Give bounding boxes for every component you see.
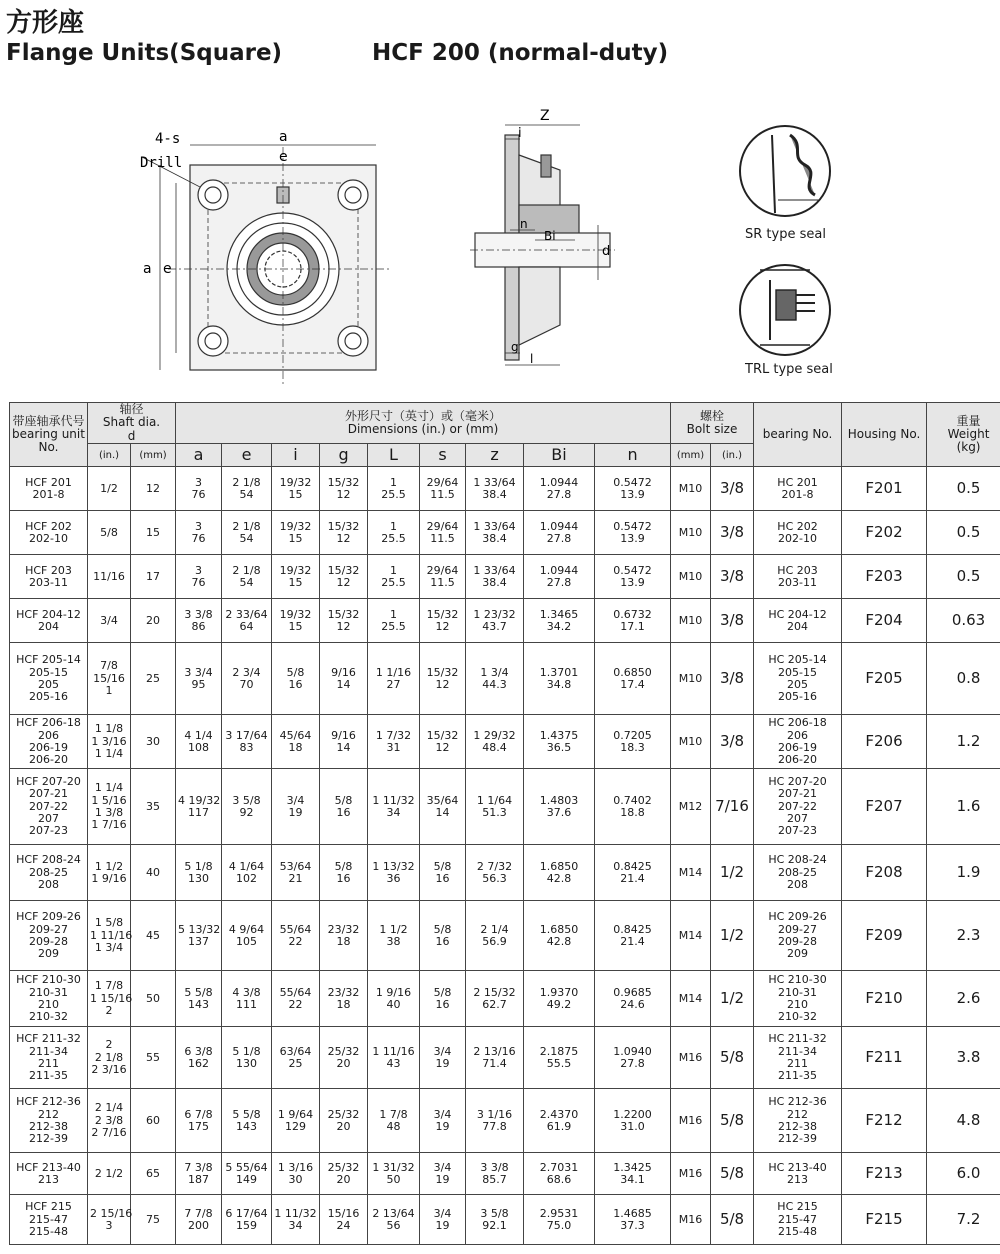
dim-a-cell: 5 1/8 130 [176, 845, 222, 901]
dim-l-cell: 1 7/32 31 [368, 715, 420, 769]
dim-s-cell: 5/8 16 [420, 845, 466, 901]
header-dim-l: L [368, 444, 420, 467]
dim-z-cell: 1 1/64 51.3 [466, 769, 524, 845]
dim-bi-cell: 1.0944 27.8 [524, 555, 595, 599]
shaft-in-cell: 7/8 15/16 1 [88, 643, 131, 715]
dim-n-cell: 0.6850 17.4 [595, 643, 671, 715]
dim-s-cell: 15/32 12 [420, 715, 466, 769]
shaft-mm-cell: 75 [131, 1195, 176, 1245]
dim-bi-cell: 1.9370 49.2 [524, 971, 595, 1027]
bolt-mm-cell: M16 [671, 1195, 711, 1245]
dim-a-cell: 3 3/8 86 [176, 599, 222, 643]
bearing-no-cell: HC 206-18 206 206-19 206-20 [754, 715, 842, 769]
dim-e-cell: 2 1/8 54 [222, 511, 272, 555]
header-unit-no: 带座轴承代号 bearing unit No. [10, 403, 88, 467]
weight-cell: 7.2 [927, 1195, 1000, 1245]
bolt-mm-cell: M10 [671, 599, 711, 643]
dim-g-cell: 9/16 14 [320, 643, 368, 715]
header-dim-e: e [222, 444, 272, 467]
dim-a-cell: 4 1/4 108 [176, 715, 222, 769]
header-dim-a: a [176, 444, 222, 467]
label-i: i [518, 126, 522, 141]
shaft-in-cell: 1 1/2 1 9/16 [88, 845, 131, 901]
table-row [10, 971, 1000, 1027]
dim-s-cell: 3/4 19 [420, 1089, 466, 1153]
dim-e-cell: 4 1/64 102 [222, 845, 272, 901]
dim-n-cell: 0.7205 18.3 [595, 715, 671, 769]
dim-z-cell: 2 13/16 71.4 [466, 1027, 524, 1089]
dim-z-cell: 1 33/64 38.4 [466, 555, 524, 599]
table-row [10, 1153, 1000, 1195]
header-bearing-no: bearing No. [754, 403, 842, 467]
unit-no-cell: HCF 208-24 208-25 208 [10, 845, 88, 901]
side-view-drawing [470, 125, 615, 365]
bolt-in-cell: 3/8 [711, 599, 754, 643]
shaft-mm-cell: 12 [131, 467, 176, 511]
dim-bi-cell: 1.6850 42.8 [524, 901, 595, 971]
dim-s-cell: 3/4 19 [420, 1153, 466, 1195]
bolt-mm-cell: M10 [671, 643, 711, 715]
bearing-no-cell: HC 208-24 208-25 208 [754, 845, 842, 901]
unit-no-cell: HCF 211-32 211-34 211 211-35 [10, 1027, 88, 1089]
bearing-no-cell: HC 202 202-10 [754, 511, 842, 555]
dim-z-cell: 1 33/64 38.4 [466, 467, 524, 511]
shaft-in-cell: 5/8 [88, 511, 131, 555]
label-bi: Bi [544, 229, 556, 243]
bolt-in-cell: 5/8 [711, 1027, 754, 1089]
housing-no-cell: F202 [842, 511, 927, 555]
unit-no-cell: HCF 212-36 212 212-38 212-39 [10, 1089, 88, 1153]
dim-i-cell: 5/8 16 [272, 643, 320, 715]
header-weight: 重量 Weight (kg) [927, 403, 1000, 467]
shaft-mm-cell: 40 [131, 845, 176, 901]
bearing-no-cell: HC 205-14 205-15 205 205-16 [754, 643, 842, 715]
dim-n-cell: 0.8425 21.4 [595, 845, 671, 901]
dim-s-cell: 15/32 12 [420, 599, 466, 643]
unit-no-cell: HCF 204-12 204 [10, 599, 88, 643]
bolt-in-cell: 5/8 [711, 1195, 754, 1245]
bearing-no-cell: HC 211-32 211-34 211 211-35 [754, 1027, 842, 1089]
dim-z-cell: 3 5/8 92.1 [466, 1195, 524, 1245]
shaft-mm-cell: 45 [131, 901, 176, 971]
dim-e-cell: 5 55/64 149 [222, 1153, 272, 1195]
bolt-in-cell: 3/8 [711, 555, 754, 599]
dim-g-cell: 25/32 20 [320, 1027, 368, 1089]
dim-e-cell: 2 1/8 54 [222, 467, 272, 511]
table-row [10, 901, 1000, 971]
label-a-side: a [143, 261, 152, 277]
weight-cell: 6.0 [927, 1153, 1000, 1195]
table-row [10, 599, 1000, 643]
dim-e-cell: 4 3/8 111 [222, 971, 272, 1027]
bearing-no-cell: HC 212-36 212 212-38 212-39 [754, 1089, 842, 1153]
dim-s-cell: 35/64 14 [420, 769, 466, 845]
unit-no-cell: HCF 207-20 207-21 207-22 207 207-23 [10, 769, 88, 845]
unit-no-cell: HCF 201 201-8 [10, 467, 88, 511]
housing-no-cell: F212 [842, 1089, 927, 1153]
dim-i-cell: 1 11/32 34 [272, 1195, 320, 1245]
dim-i-cell: 55/64 22 [272, 901, 320, 971]
dim-n-cell: 1.2200 31.0 [595, 1089, 671, 1153]
label-holes: 4-s [155, 131, 181, 147]
header-bolt: 螺栓 Bolt size [671, 403, 754, 444]
dim-e-cell: 2 3/4 70 [222, 643, 272, 715]
table-row [10, 511, 1000, 555]
weight-cell: 2.6 [927, 971, 1000, 1027]
dim-a-cell: 7 7/8 200 [176, 1195, 222, 1245]
dim-a-cell: 3 76 [176, 511, 222, 555]
dim-e-cell: 5 1/8 130 [222, 1027, 272, 1089]
sr-seal-drawing [740, 126, 830, 216]
dim-l-cell: 1 25.5 [368, 467, 420, 511]
housing-no-cell: F215 [842, 1195, 927, 1245]
label-drill: Drill [140, 155, 183, 171]
bolt-in-cell: 7/16 [711, 769, 754, 845]
dim-bi-cell: 1.0944 27.8 [524, 511, 595, 555]
header-shaft-mm: (mm) [131, 444, 176, 467]
dim-g-cell: 15/32 12 [320, 599, 368, 643]
dim-l-cell: 2 13/64 56 [368, 1195, 420, 1245]
housing-no-cell: F209 [842, 901, 927, 971]
dim-bi-cell: 1.0944 27.8 [524, 467, 595, 511]
dim-a-cell: 3 3/4 95 [176, 643, 222, 715]
dim-l-cell: 1 31/32 50 [368, 1153, 420, 1195]
unit-no-cell: HCF 215 215-47 215-48 [10, 1195, 88, 1245]
dim-g-cell: 23/32 18 [320, 901, 368, 971]
label-l: l [530, 352, 534, 366]
dim-a-cell: 3 76 [176, 467, 222, 511]
dim-l-cell: 1 25.5 [368, 511, 420, 555]
dim-bi-cell: 2.9531 75.0 [524, 1195, 595, 1245]
dim-e-cell: 6 17/64 159 [222, 1195, 272, 1245]
dim-n-cell: 0.7402 18.8 [595, 769, 671, 845]
weight-cell: 0.8 [927, 643, 1000, 715]
dim-a-cell: 5 13/32 137 [176, 901, 222, 971]
dim-z-cell: 2 1/4 56.9 [466, 901, 524, 971]
dim-l-cell: 1 25.5 [368, 599, 420, 643]
dim-n-cell: 0.5472 13.9 [595, 511, 671, 555]
dim-a-cell: 7 3/8 187 [176, 1153, 222, 1195]
bolt-in-cell: 5/8 [711, 1153, 754, 1195]
table-row [10, 845, 1000, 901]
page-title-cn: 方形座 [6, 8, 85, 38]
unit-no-cell: HCF 206-18 206 206-19 206-20 [10, 715, 88, 769]
dim-s-cell: 29/64 11.5 [420, 555, 466, 599]
weight-cell: 2.3 [927, 901, 1000, 971]
label-g: g [511, 340, 519, 354]
dim-e-cell: 3 5/8 92 [222, 769, 272, 845]
bolt-in-cell: 1/2 [711, 971, 754, 1027]
dim-e-cell: 3 17/64 83 [222, 715, 272, 769]
dim-e-cell: 4 9/64 105 [222, 901, 272, 971]
dim-n-cell: 0.5472 13.9 [595, 555, 671, 599]
dim-i-cell: 19/32 15 [272, 511, 320, 555]
housing-no-cell: F211 [842, 1027, 927, 1089]
dim-bi-cell: 1.3465 34.2 [524, 599, 595, 643]
table-row [10, 643, 1000, 715]
dim-n-cell: 0.6732 17.1 [595, 599, 671, 643]
header-dimensions: 外形尺寸（英寸）或（毫米） Dimensions (in.) or (mm) [176, 403, 671, 444]
dim-l-cell: 1 11/16 43 [368, 1027, 420, 1089]
shaft-in-cell: 2 1/2 [88, 1153, 131, 1195]
header-shaft: 轴径 Shaft dia. d [88, 403, 176, 444]
shaft-mm-cell: 65 [131, 1153, 176, 1195]
housing-no-cell: F206 [842, 715, 927, 769]
dim-g-cell: 15/16 24 [320, 1195, 368, 1245]
shaft-in-cell: 1 1/4 1 5/16 1 3/8 1 7/16 [88, 769, 131, 845]
weight-cell: 1.6 [927, 769, 1000, 845]
shaft-in-cell: 1 7/8 1 15/16 2 [88, 971, 131, 1027]
dim-z-cell: 2 15/32 62.7 [466, 971, 524, 1027]
weight-cell: 0.5 [927, 511, 1000, 555]
shaft-mm-cell: 15 [131, 511, 176, 555]
weight-cell: 1.9 [927, 845, 1000, 901]
bolt-mm-cell: M16 [671, 1153, 711, 1195]
housing-no-cell: F208 [842, 845, 927, 901]
bolt-mm-cell: M16 [671, 1089, 711, 1153]
dim-l-cell: 1 25.5 [368, 555, 420, 599]
header-shaft-in: (in.) [88, 444, 131, 467]
weight-cell: 0.5 [927, 555, 1000, 599]
shaft-in-cell: 2 15/16 3 [88, 1195, 131, 1245]
dim-bi-cell: 1.4803 37.6 [524, 769, 595, 845]
dim-l-cell: 1 9/16 40 [368, 971, 420, 1027]
bolt-mm-cell: M14 [671, 845, 711, 901]
bolt-mm-cell: M12 [671, 769, 711, 845]
bolt-in-cell: 3/8 [711, 511, 754, 555]
weight-cell: 0.63 [927, 599, 1000, 643]
dim-z-cell: 1 23/32 43.7 [466, 599, 524, 643]
dim-i-cell: 45/64 18 [272, 715, 320, 769]
shaft-in-cell: 2 2 1/8 2 3/16 [88, 1027, 131, 1089]
bearing-no-cell: HC 203 203-11 [754, 555, 842, 599]
shaft-in-cell: 3/4 [88, 599, 131, 643]
dim-i-cell: 1 9/64 129 [272, 1089, 320, 1153]
unit-no-cell: HCF 205-14 205-15 205 205-16 [10, 643, 88, 715]
table-row [10, 715, 1000, 769]
dim-s-cell: 15/32 12 [420, 643, 466, 715]
bolt-mm-cell: M14 [671, 901, 711, 971]
technical-drawings [0, 95, 1000, 395]
dim-z-cell: 2 7/32 56.3 [466, 845, 524, 901]
dim-l-cell: 1 1/2 38 [368, 901, 420, 971]
dim-z-cell: 1 33/64 38.4 [466, 511, 524, 555]
housing-no-cell: F205 [842, 643, 927, 715]
dim-e-cell: 2 1/8 54 [222, 555, 272, 599]
dim-l-cell: 1 7/8 48 [368, 1089, 420, 1153]
header-dim-g: g [320, 444, 368, 467]
shaft-mm-cell: 30 [131, 715, 176, 769]
bolt-in-cell: 3/8 [711, 643, 754, 715]
dim-s-cell: 3/4 19 [420, 1027, 466, 1089]
bolt-mm-cell: M10 [671, 467, 711, 511]
dim-i-cell: 1 3/16 30 [272, 1153, 320, 1195]
bolt-in-cell: 1/2 [711, 845, 754, 901]
dim-n-cell: 1.0940 27.8 [595, 1027, 671, 1089]
dim-a-cell: 5 5/8 143 [176, 971, 222, 1027]
dim-i-cell: 3/4 19 [272, 769, 320, 845]
dim-bi-cell: 2.4370 61.9 [524, 1089, 595, 1153]
shaft-mm-cell: 60 [131, 1089, 176, 1153]
dim-a-cell: 4 19/32 117 [176, 769, 222, 845]
dim-g-cell: 25/32 20 [320, 1153, 368, 1195]
unit-no-cell: HCF 202 202-10 [10, 511, 88, 555]
header-dim-z: z [466, 444, 524, 467]
housing-no-cell: F210 [842, 971, 927, 1027]
dim-z-cell: 3 1/16 77.8 [466, 1089, 524, 1153]
shaft-in-cell: 1 1/8 1 3/16 1 1/4 [88, 715, 131, 769]
dim-a-cell: 3 76 [176, 555, 222, 599]
label-e-side: e [163, 261, 172, 277]
dim-g-cell: 15/32 12 [320, 467, 368, 511]
housing-no-cell: F204 [842, 599, 927, 643]
label-a-top: a [279, 129, 288, 145]
shaft-in-cell: 1/2 [88, 467, 131, 511]
dim-i-cell: 53/64 21 [272, 845, 320, 901]
dim-l-cell: 1 1/16 27 [368, 643, 420, 715]
bolt-mm-cell: M10 [671, 511, 711, 555]
dim-z-cell: 3 3/8 85.7 [466, 1153, 524, 1195]
weight-cell: 0.5 [927, 467, 1000, 511]
dim-z-cell: 1 29/32 48.4 [466, 715, 524, 769]
bearing-no-cell: HC 213-40 213 [754, 1153, 842, 1195]
dim-l-cell: 1 11/32 34 [368, 769, 420, 845]
dim-bi-cell: 1.4375 36.5 [524, 715, 595, 769]
bearing-no-cell: HC 201 201-8 [754, 467, 842, 511]
bearing-no-cell: HC 204-12 204 [754, 599, 842, 643]
shaft-mm-cell: 50 [131, 971, 176, 1027]
shaft-in-cell: 1 5/8 1 11/16 1 3/4 [88, 901, 131, 971]
dim-i-cell: 55/64 22 [272, 971, 320, 1027]
dim-n-cell: 1.3425 34.1 [595, 1153, 671, 1195]
label-d: d [602, 244, 611, 259]
dim-g-cell: 5/8 16 [320, 845, 368, 901]
weight-cell: 1.2 [927, 715, 1000, 769]
unit-no-cell: HCF 209-26 209-27 209-28 209 [10, 901, 88, 971]
weight-cell: 3.8 [927, 1027, 1000, 1089]
dim-s-cell: 3/4 19 [420, 1195, 466, 1245]
housing-no-cell: F213 [842, 1153, 927, 1195]
table-row [10, 1089, 1000, 1153]
dim-s-cell: 29/64 11.5 [420, 511, 466, 555]
shaft-mm-cell: 25 [131, 643, 176, 715]
shaft-mm-cell: 55 [131, 1027, 176, 1089]
header-dim-i: i [272, 444, 320, 467]
dim-n-cell: 0.8425 21.4 [595, 901, 671, 971]
bolt-in-cell: 3/8 [711, 715, 754, 769]
dim-n-cell: 1.4685 37.3 [595, 1195, 671, 1245]
dim-bi-cell: 1.6850 42.8 [524, 845, 595, 901]
bearing-no-cell: HC 207-20 207-21 207-22 207 207-23 [754, 769, 842, 845]
trl-seal-drawing [740, 265, 830, 355]
table-row [10, 555, 1000, 599]
spec-table-body [10, 467, 1000, 1245]
bearing-no-cell: HC 210-30 210-31 210 210-32 [754, 971, 842, 1027]
shaft-mm-cell: 17 [131, 555, 176, 599]
header-bolt-in: (in.) [711, 444, 754, 467]
dim-e-cell: 2 33/64 64 [222, 599, 272, 643]
label-e-top: e [279, 149, 288, 165]
dim-i-cell: 19/32 15 [272, 599, 320, 643]
housing-no-cell: F207 [842, 769, 927, 845]
bolt-in-cell: 3/8 [711, 467, 754, 511]
dim-bi-cell: 2.1875 55.5 [524, 1027, 595, 1089]
dim-g-cell: 9/16 14 [320, 715, 368, 769]
header-dim-s: s [420, 444, 466, 467]
dim-a-cell: 6 7/8 175 [176, 1089, 222, 1153]
shaft-mm-cell: 35 [131, 769, 176, 845]
housing-no-cell: F201 [842, 467, 927, 511]
dim-l-cell: 1 13/32 36 [368, 845, 420, 901]
dim-n-cell: 0.9685 24.6 [595, 971, 671, 1027]
bolt-mm-cell: M10 [671, 555, 711, 599]
shaft-mm-cell: 20 [131, 599, 176, 643]
shaft-in-cell: 2 1/4 2 3/8 2 7/16 [88, 1089, 131, 1153]
trl-seal-label: TRL type seal [745, 362, 833, 377]
table-row [10, 769, 1000, 845]
bolt-in-cell: 1/2 [711, 901, 754, 971]
weight-cell: 4.8 [927, 1089, 1000, 1153]
sr-seal-label: SR type seal [745, 227, 826, 242]
dim-g-cell: 15/32 12 [320, 511, 368, 555]
dim-bi-cell: 2.7031 68.6 [524, 1153, 595, 1195]
header-dim-bi: Bi [524, 444, 595, 467]
dim-bi-cell: 1.3701 34.8 [524, 643, 595, 715]
dim-g-cell: 23/32 18 [320, 971, 368, 1027]
dim-s-cell: 29/64 11.5 [420, 467, 466, 511]
dim-n-cell: 0.5472 13.9 [595, 467, 671, 511]
header-housing-no: Housing No. [842, 403, 927, 467]
dim-i-cell: 63/64 25 [272, 1027, 320, 1089]
unit-no-cell: HCF 203 203-11 [10, 555, 88, 599]
table-row [10, 467, 1000, 511]
dim-z-cell: 1 3/4 44.3 [466, 643, 524, 715]
dim-e-cell: 5 5/8 143 [222, 1089, 272, 1153]
unit-no-cell: HCF 213-40 213 [10, 1153, 88, 1195]
bolt-in-cell: 5/8 [711, 1089, 754, 1153]
model-title: HCF 200 (normal-duty) [372, 40, 669, 66]
dim-g-cell: 5/8 16 [320, 769, 368, 845]
dim-g-cell: 25/32 20 [320, 1089, 368, 1153]
dim-s-cell: 5/8 16 [420, 901, 466, 971]
table-row [10, 1195, 1000, 1245]
label-z: Z [540, 108, 550, 124]
spec-table [9, 402, 1000, 1245]
bearing-no-cell: HC 215 215-47 215-48 [754, 1195, 842, 1245]
front-view-drawing [142, 145, 390, 385]
dim-i-cell: 19/32 15 [272, 555, 320, 599]
header-dim-n: n [595, 444, 671, 467]
dim-s-cell: 5/8 16 [420, 971, 466, 1027]
dim-i-cell: 19/32 15 [272, 467, 320, 511]
housing-no-cell: F203 [842, 555, 927, 599]
bolt-mm-cell: M16 [671, 1027, 711, 1089]
unit-no-cell: HCF 210-30 210-31 210 210-32 [10, 971, 88, 1027]
bolt-mm-cell: M10 [671, 715, 711, 769]
table-row [10, 1027, 1000, 1089]
dim-a-cell: 6 3/8 162 [176, 1027, 222, 1089]
page-title-en: Flange Units(Square) [6, 40, 283, 66]
bearing-no-cell: HC 209-26 209-27 209-28 209 [754, 901, 842, 971]
label-n: n [520, 217, 528, 231]
bolt-mm-cell: M14 [671, 971, 711, 1027]
dim-g-cell: 15/32 12 [320, 555, 368, 599]
header-bolt-mm: (mm) [671, 444, 711, 467]
shaft-in-cell: 11/16 [88, 555, 131, 599]
